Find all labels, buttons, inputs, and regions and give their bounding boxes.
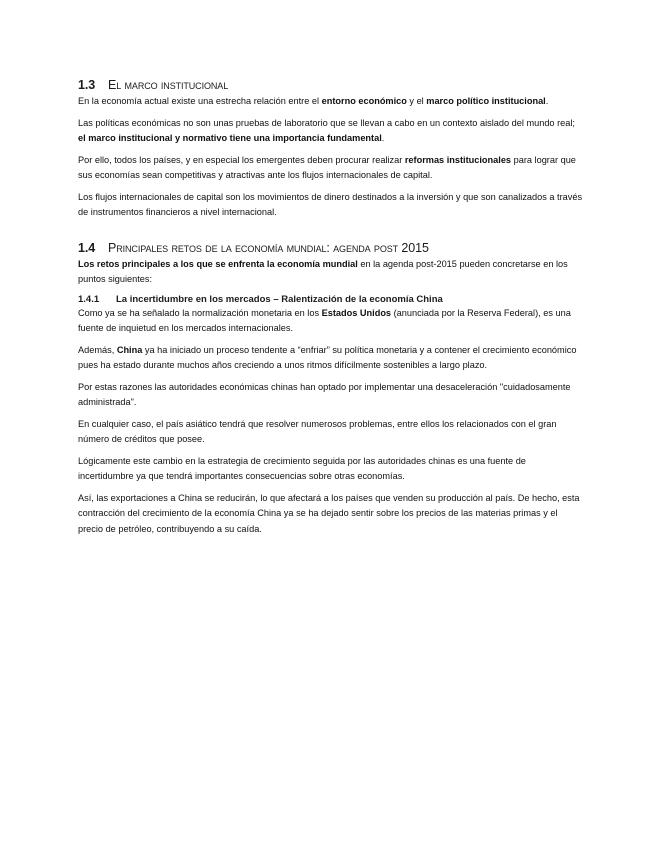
paragraph: Lógicamente este cambio en la estrategia de crecimiento seguida por las autoridades chinas es una fuente de incertidumbre ya que tendrá importantes consecuencias sobre otras economías. <box>78 455 526 481</box>
section-heading-1-4 <box>78 241 583 255</box>
paragraph: Como ya se ha señalado la normalización monetaria en los Estados Unidos (anunciada por la Reserva Federal), es una fuente de inquietud en los mercados internacionales. <box>78 307 571 333</box>
subsection-title: La incertidumbre en los mercados – Ralentización de la economía China <box>116 293 443 305</box>
section-title: El marco institucional <box>108 78 229 92</box>
document-page <box>78 78 583 543</box>
section-number: 1.3 <box>78 78 96 92</box>
section-number: 1.4 <box>78 240 96 255</box>
paragraph: Por ello, todos los países, y en especial los emergentes deben procurar realizar reformas institucionales para lograr que sus economías sean competitivas y atractivas ante los flujos internacionales de capital. <box>78 154 576 180</box>
paragraph: Los flujos internacionales de capital son los movimientos de dinero destinados a la inversión y que son canalizados a través de instrumentos financieros a nivel internacional. <box>78 191 583 217</box>
subsection-heading-1-4-1 <box>78 294 583 305</box>
subsection-number: 1.4.1 <box>78 293 100 305</box>
section-heading-1-3 <box>78 78 583 92</box>
paragraph: Por estas razones las autoridades económicas chinas han optado por implementar una desaceleración "cuidadosamente administrada". <box>78 381 571 407</box>
paragraph: Además, China ya ha iniciado un proceso tendente a “enfriar” su política monetaria y a contener el crecimiento económico pues ha estado durante muchos años creciendo a unos ritmos difícilmente sostenibles a largo plazo. <box>78 344 577 370</box>
paragraph: En la economía actual existe una estrecha relación entre el entorno económico y el marco político institucional. <box>78 96 549 106</box>
paragraph: Las políticas económicas no son unas pruebas de laboratorio que se llevan a cabo en un contexto aislado del mundo real; el marco institucional y normativo tiene una importancia fundamental. <box>78 117 575 143</box>
paragraph: Así, las exportaciones a China se reducirán, lo que afectará a los países que venden su producción al país. De hecho, esta contracción del crecimiento de la economía China ya se ha dejado sentir sobre los precios de las materias primas y el precio de petróleo, contribuyendo a su caída. <box>78 492 580 534</box>
paragraph: En cualquier caso, el país asiático tendrá que resolver numerosos problemas, entre ellos los relacionados con el gran número de créditos que posee. <box>78 418 557 444</box>
section-title: Principales retos de la economía mundial: agenda post 2015 <box>108 240 429 255</box>
paragraph: Los retos principales a los que se enfrenta la economía mundial en la agenda post-2015 pueden concretarse en los puntos siguientes: <box>78 258 568 284</box>
